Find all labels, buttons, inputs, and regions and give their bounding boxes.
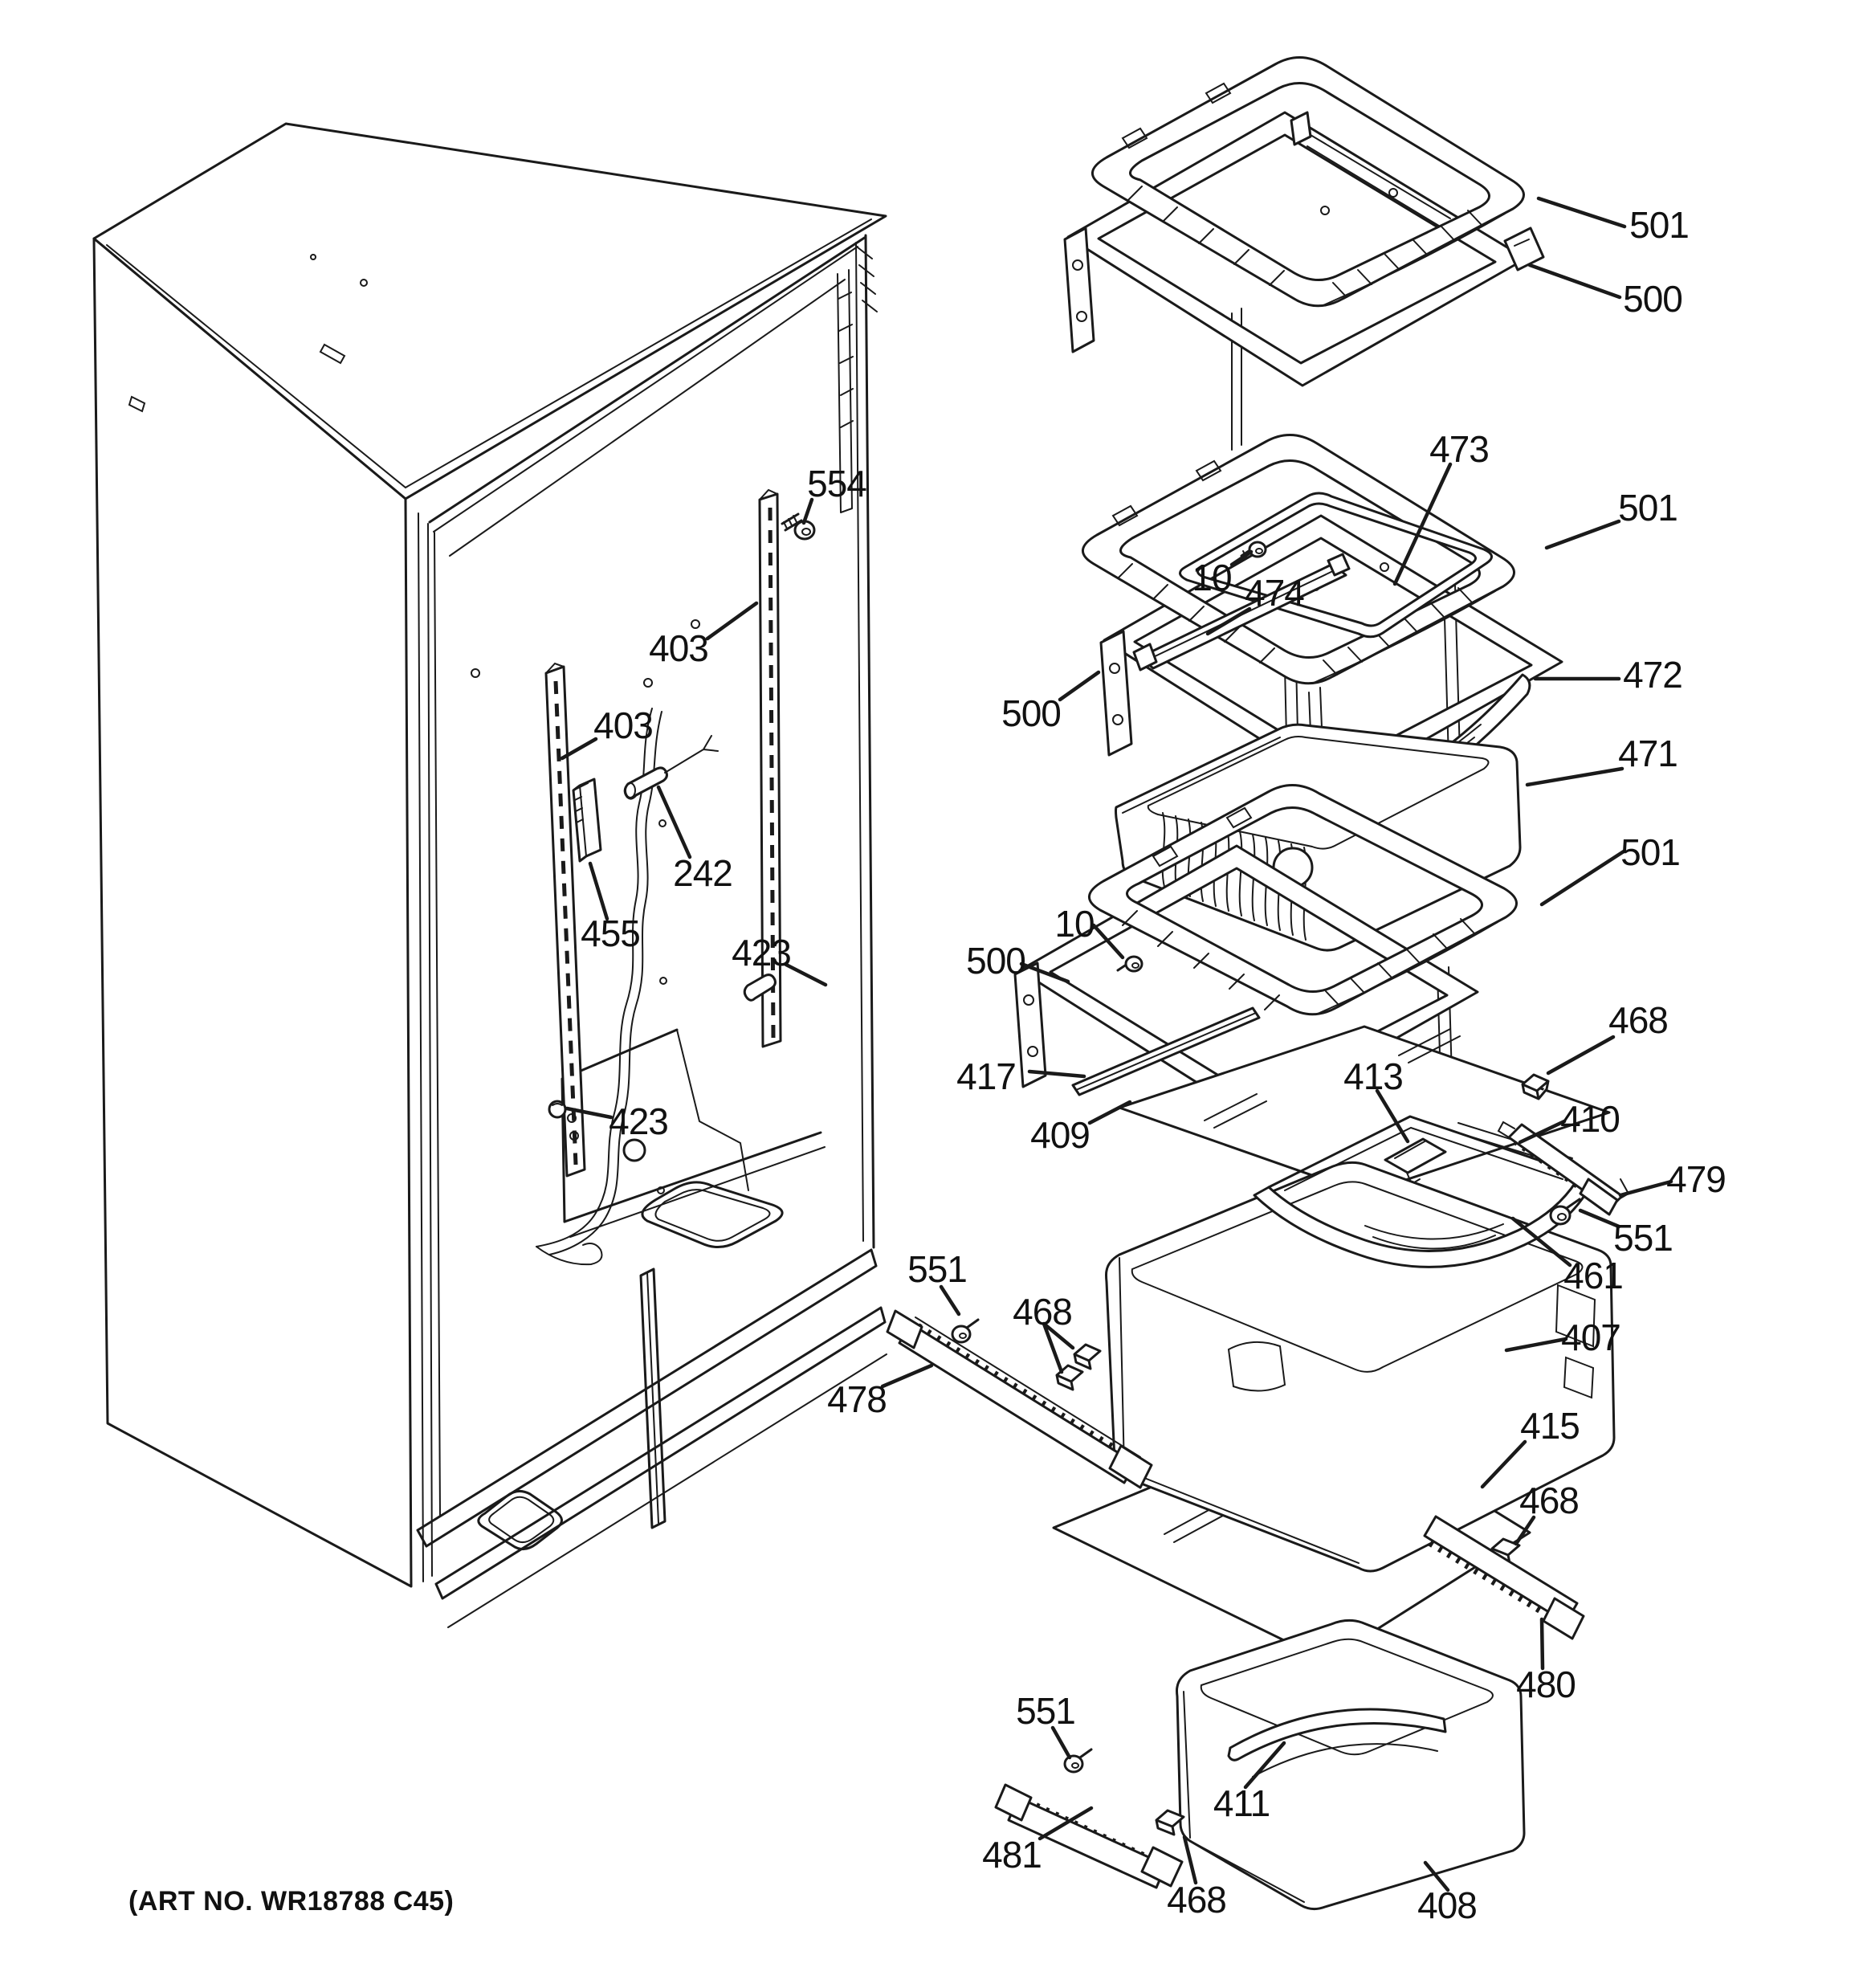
part-label-551-a: 551 [1613, 1217, 1673, 1259]
screw-10-lower [1118, 957, 1142, 971]
part-label-551-b: 551 [907, 1248, 967, 1290]
part-label-471: 471 [1618, 733, 1678, 774]
pin-423-left [549, 1101, 565, 1117]
part-label-479: 479 [1666, 1158, 1726, 1200]
part-label-10-lower: 10 [1054, 903, 1095, 945]
part-label-423-left: 423 [609, 1100, 668, 1142]
part-label-501-top: 501 [1629, 204, 1689, 246]
part-label-415: 415 [1520, 1405, 1580, 1447]
part-label-473: 473 [1429, 428, 1489, 470]
part-label-423-right: 423 [732, 932, 791, 974]
part-label-411: 411 [1213, 1782, 1270, 1824]
part-label-468-a: 468 [1608, 999, 1668, 1041]
part-label-408: 408 [1417, 1884, 1477, 1926]
part-label-501-mid: 501 [1618, 487, 1678, 529]
part-label-500-mid: 500 [1001, 692, 1061, 734]
part-label-468-b: 468 [1519, 1480, 1579, 1521]
screw-551-b [952, 1320, 978, 1342]
part-label-480: 480 [1516, 1663, 1576, 1705]
part-label-500-top: 500 [1623, 278, 1682, 320]
shelf-frame-501-top [1092, 57, 1523, 305]
part-label-551-c: 551 [1016, 1690, 1075, 1732]
part-label-481: 481 [982, 1834, 1042, 1876]
part-label-455: 455 [581, 912, 640, 954]
part-label-468-c: 468 [1167, 1879, 1226, 1921]
part-label-413: 413 [1343, 1055, 1403, 1097]
part-label-500-lower: 500 [966, 940, 1025, 982]
part-label-403-left: 403 [593, 704, 653, 746]
part-labels [581, 204, 1726, 1926]
crisper-408 [1177, 1620, 1525, 1908]
part-455-clip [573, 779, 601, 861]
part-label-407: 407 [1561, 1316, 1620, 1358]
part-label-474: 474 [1245, 572, 1304, 614]
part-label-10-upper: 10 [1192, 557, 1232, 598]
part-label-461: 461 [1563, 1255, 1623, 1296]
clips-468-left-pair [1057, 1345, 1100, 1390]
part-label-501-lower: 501 [1620, 831, 1680, 873]
part-label-468-pair: 468 [1013, 1291, 1072, 1333]
part-label-478: 478 [827, 1378, 887, 1420]
part-label-472: 472 [1623, 654, 1682, 696]
part-label-403-right: 403 [649, 627, 708, 669]
part-label-417: 417 [956, 1055, 1016, 1097]
leader-lines [562, 198, 1671, 1890]
screw-554 [782, 514, 814, 539]
part-label-409: 409 [1030, 1114, 1090, 1156]
part-label-242: 242 [673, 852, 732, 894]
art-number: (ART NO. WR18788 C45) [128, 1886, 455, 1917]
part-label-554: 554 [807, 463, 866, 504]
part-label-410: 410 [1560, 1098, 1620, 1140]
mounting-rail-403-left [546, 663, 585, 1176]
